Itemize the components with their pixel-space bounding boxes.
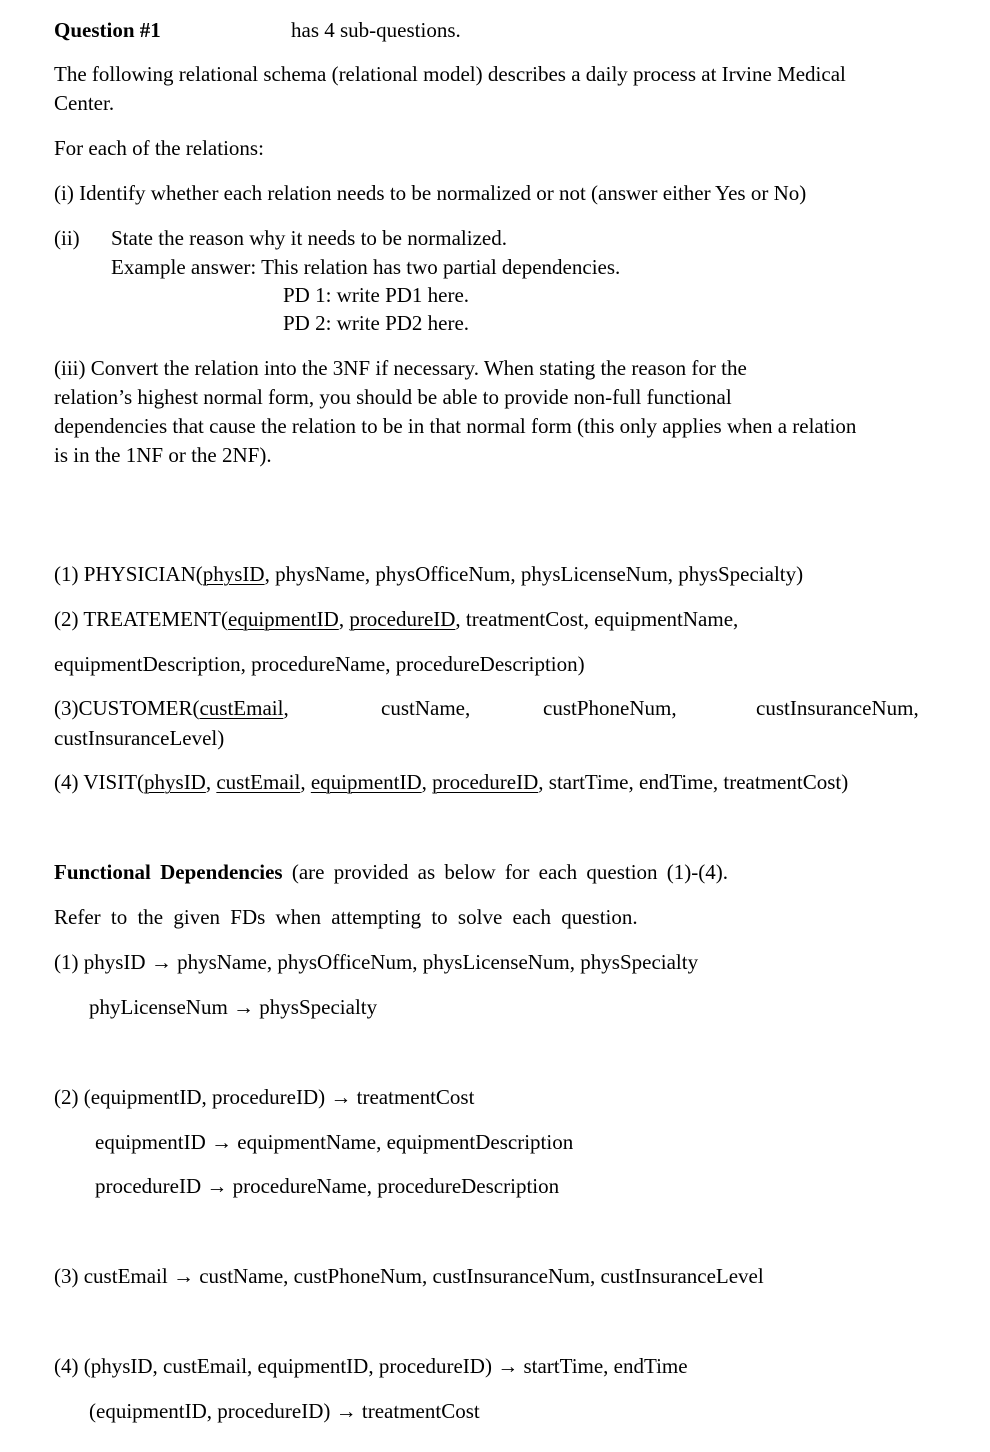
- relation-customer-line-2: custInsuranceLevel): [54, 726, 225, 750]
- fd-2b: equipmentID → equipmentName, equipmentDescription: [95, 1130, 574, 1154]
- primary-key: physID: [144, 770, 206, 794]
- customer-attr-name: custName,: [381, 696, 471, 720]
- item-ii-text: State the reason why it needs to be normalized.: [111, 226, 507, 250]
- item-iii-line-2: relation’s highest normal form, you should be able to provide non-full functional: [54, 385, 732, 409]
- fd-2c: procedureID → procedureName, procedureDescription: [95, 1174, 560, 1198]
- question-label: Question #1: [54, 18, 161, 42]
- relation-attributes: , treatmentCost, equipmentName,: [455, 607, 739, 631]
- fd-3a: (3) custEmail → custName, custPhoneNum, custInsuranceNum, custInsuranceLevel: [54, 1264, 764, 1288]
- example-answer: Example answer: This relation has two partial dependencies.: [111, 255, 621, 279]
- fd-1b: phyLicenseNum → physSpecialty: [89, 995, 378, 1019]
- item-ii-number: (ii): [54, 226, 80, 250]
- primary-key: custEmail: [199, 696, 284, 720]
- relation-visit: (4) VISIT(physID, custEmail, equipmentID, procedureID, startTime, endTime, treatmentCost): [54, 770, 849, 794]
- primary-key: procedureID: [349, 607, 456, 631]
- relation-prefix: (4) VISIT(: [54, 770, 145, 794]
- pd1-line: PD 1: write PD1 here.: [283, 283, 470, 307]
- fd-2a: (2) (equipmentID, procedureID) → treatmentCost: [54, 1085, 475, 1109]
- relation-physician: [54, 564, 803, 585]
- relation-prefix: (2) TREATEMENT(: [54, 607, 228, 631]
- relation-treatment-line-2: equipmentDescription, procedureName, procedureDescription): [54, 652, 585, 676]
- item-iii-line-3: dependencies that cause the relation to be in that normal form (this only applies when a relation: [54, 414, 857, 438]
- fd-heading: Functional Dependencies (are provided as below for each question (1)-(4).: [54, 860, 729, 884]
- fd-1a: (1) physID → physName, physOfficeNum, physLicenseNum, physSpecialty: [54, 950, 699, 974]
- fd-4a: (4) (physID, custEmail, equipmentID, procedureID) → startTime, endTime: [54, 1354, 688, 1378]
- item-iii-line-1: (iii) Convert the relation into the 3NF if necessary. When stating the reason for the: [54, 356, 747, 380]
- fd-4b: (equipmentID, procedureID) → treatmentCost: [89, 1399, 480, 1423]
- relation-attributes: , startTime, endTime, treatmentCost): [538, 770, 849, 794]
- relation-treatment: (2) TREATEMENT(equipmentID, procedureID, treatmentCost, equipmentName,: [54, 607, 739, 631]
- primary-key: physID: [202, 562, 265, 586]
- relation-customer: (3)CUSTOMER(custEmail,: [54, 696, 289, 720]
- customer-attr-phone: custPhoneNum,: [543, 696, 677, 720]
- subquestion-count: has 4 sub-questions.: [291, 18, 461, 42]
- customer-attr-insurance: custInsuranceNum,: [756, 696, 919, 720]
- item-iii-line-4: is in the 1NF or the 2NF).: [54, 443, 272, 467]
- fd-refer: Refer to the given FDs when attempting to solve each question.: [54, 905, 638, 929]
- relation-prefix: (3)CUSTOMER(: [54, 696, 200, 720]
- intro-line-2: Center.: [54, 91, 115, 115]
- primary-key: equipmentID: [310, 770, 422, 794]
- for-each-line: For each of the relations:: [54, 136, 264, 160]
- primary-key: procedureID: [432, 770, 539, 794]
- item-i: (i) Identify whether each relation needs to be normalized or not (answer either Yes or No): [54, 181, 807, 205]
- primary-key: equipmentID: [228, 607, 339, 631]
- relation-attributes: , physName, physOfficeNum, physLicenseNum, physSpecialty): [264, 562, 804, 586]
- pd2-line: PD 2: write PD2 here.: [283, 311, 470, 335]
- intro-line-1: The following relational schema (relational model) describes a daily process at Irvine Medical: [54, 62, 846, 86]
- primary-key: custEmail: [216, 770, 301, 794]
- relation-prefix: (1) PHYSICIAN(: [54, 562, 203, 586]
